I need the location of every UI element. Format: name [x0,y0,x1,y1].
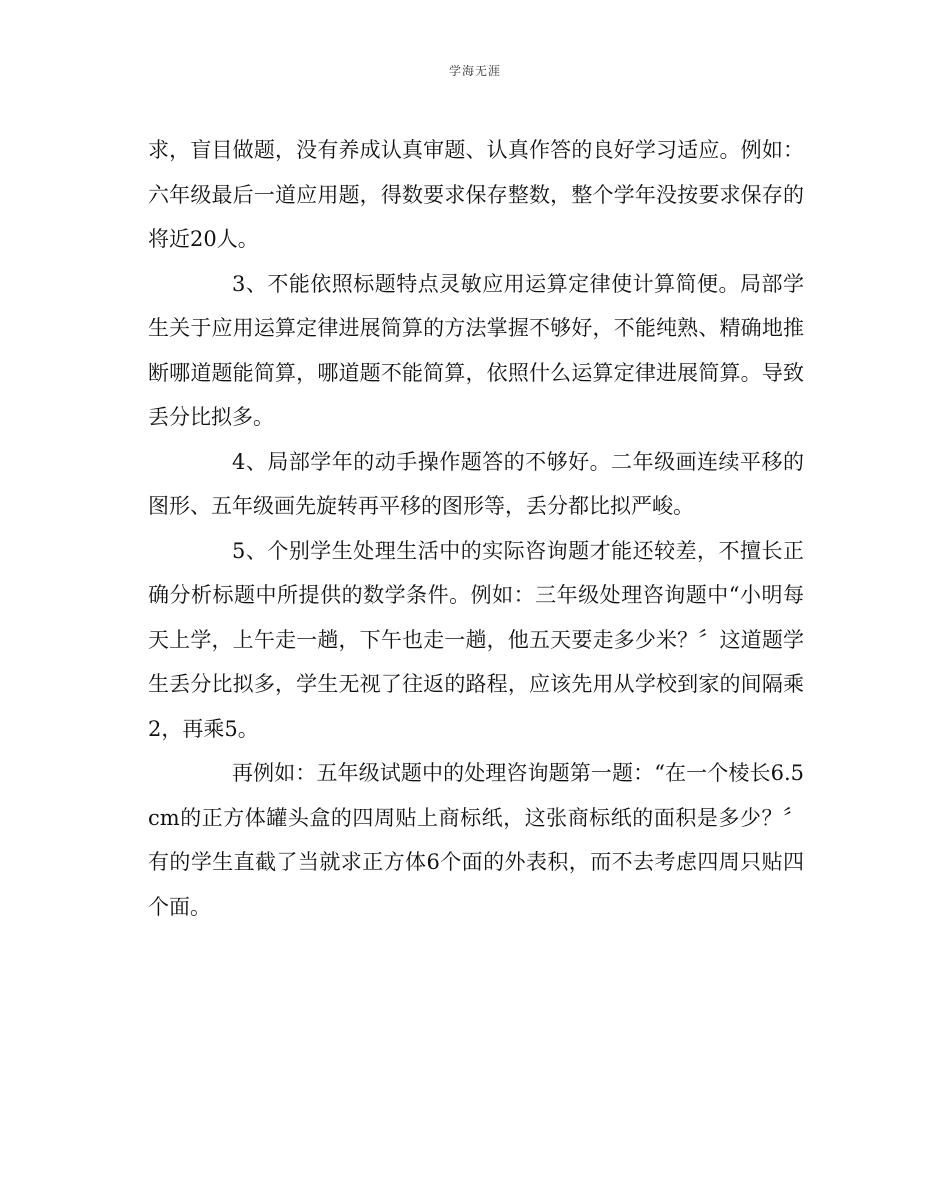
paragraph-point-4: 4、局部学年的动手操作题答的不够好。二年级画连续平移的图形、五年级画先旋转再平移的图形等，丢分都比拟严峻。 [148,449,804,518]
paragraph-example: 再例如：五年级试题中的处理咨询题第一题：“在一个棱长6.5cm的正方体罐头盒的四周贴上商标纸，这张商标纸的面积是多少？〞有的学生直截了当就求正方体6个面的外表积，而不去考虑四周只贴四个面。 [148,761,804,919]
page-header: 学海无涯 [448,64,501,78]
paragraph-point-3: 3、不能依照标题特点灵敏应用运算定律使计算简便。局部学生关于应用运算定律进展简算的方法掌握不够好，不能纯熟、精确地推断哪道题能简算，哪道题不能简算，依照什么运算定律进展简算。导致丢分比拟多。 [148,271,804,429]
paragraph-continuation: 求，盲目做题，没有养成认真审题、认真作答的良好学习适应。例如：六年级最后一道应用题，得数要求保存整数，整个学年没按要求保存的将近20人。 [148,138,804,251]
document-body [148,128,804,929]
paragraph-point-5: 5、个别学生处理生活中的实际咨询题才能还较差，不擅长正确分析标题中所提供的数学条件。例如：三年级处理咨询题中“小明每天上学，上午走一趟，下午也走一趟，他五天要走多少米？〞这道题学生丢分比拟多，学生无视了往返的路程，应该先用从学校到家的间隔乘2，再乘5。 [148,538,804,741]
